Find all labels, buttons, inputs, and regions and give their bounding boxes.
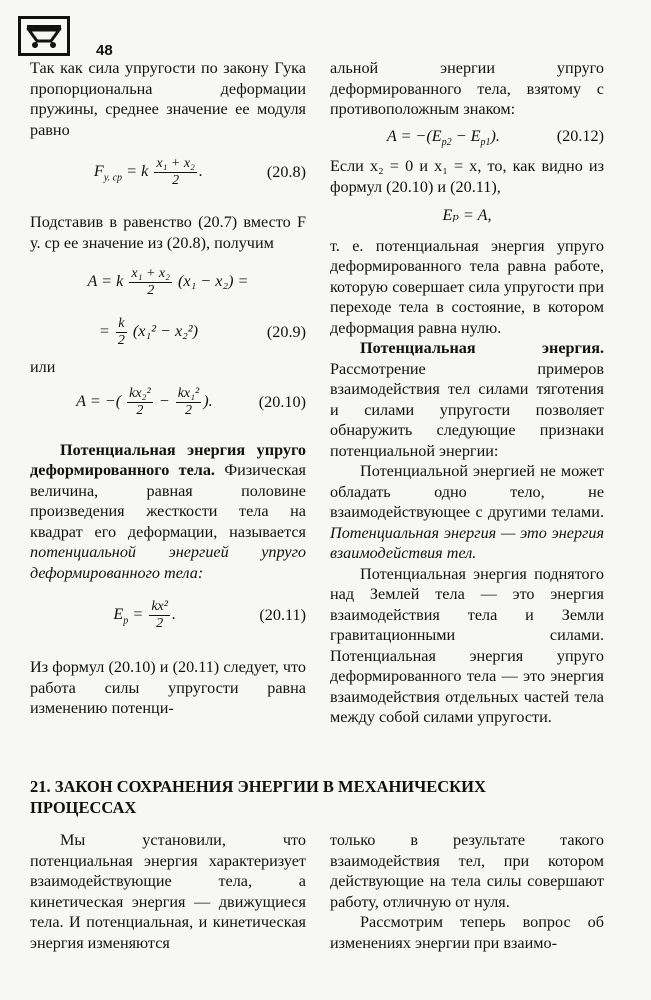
equation-number: (20.10) [258,393,306,412]
equation-20-8: $F_{у. ср} = k$ $\frac{\text{x₁ + x₂}}{2}$ . (20.8) [93,155,306,188]
paragraph: только в результате такого взаимодействия тел, при котором действующие на тела силы совершают работу, отличную от нуля. [330,831,604,911]
connector-word: или [30,358,56,376]
paragraph: Так как сила упругости по закону Гука пропорциональна деформации пружины, среднее значение ее модуля равно [30,59,306,139]
equation-20-10: A = −( $\frac{\text{kx₂²}}{2}$ − $\frac{\text{kx₁²}}{2}$ ). (20.10) [76,386,306,418]
paragraph: Потенциальной энергией не может обладать одно тело, не взаимодействующее с другими телами. Потенциальная энергия — это энергия взаимодействия тел. [330,462,604,562]
book-stand-icon [18,16,70,56]
paragraph: Мы установили, что потенциальная энергия характеризует взаимодействующие тела, а кинетическая энергия — движущиеся тела. И потенциальная, и кинетическая энергия изменяются [30,831,306,952]
paragraph: Подставив в равенство (20.7) вместо F у. ср ее значение из (20.8), получим [30,213,306,252]
left-column [30,58,306,719]
equation-number: (20.9) [266,322,306,341]
equation-20-12: $A = -(E_{p2} - E_{p1})$. (20.12) [386,126,604,148]
section-heading: 21. ЗАКОН СОХРАНЕНИЯ ЭНЕРГИИ В МЕХАНИЧЕСКИХ ПРОЦЕССАХ [30,777,486,817]
paragraph: Если x₂ = 0 и x₁ = x, то, как видно из формул (20.10) и (20.11), [330,157,604,196]
equation-20-11: $E_p$ = $\frac{\text{kx²}}{2}$ . (20.11) [113,598,306,631]
section-right-column [330,830,604,953]
equation-number: (20.12) [556,126,604,145]
paragraph: т. е. потенциальная энергия упруго деформированного тела равна работе, которую совершает сила упругости при переходе тела в состояние, в котором деформация равна нулю. [330,236,604,337]
section-left-column [30,830,306,953]
right-column [330,58,604,728]
paragraph: Потенциальная энергия поднятого над Землей тела — это энергия взаимодействия тела и Земли гравитационными силами. Потенциальная энергия упруго деформированного тела — это энергия взаимодействия отдельных частей тела между собой силами упругости. [330,564,604,726]
paragraph: Рассмотрим теперь вопрос об изменениях энергии при взаимо- [330,913,604,952]
equation-20-9-line1: A = k $\frac{\text{x₁ + x₂}}{2}$ (x₁ − x₂) = [87,265,249,298]
definition-paragraph: Потенциальная энергия упруго деформированного тела. Физическая величина, равная половине произведения жесткости тела на квадрат его деформации, называется потенциальной энергией упруго деформированного тела: [30,440,306,582]
paragraph: Из формул (20.10) и (20.11) следует, что работа силы упругости равна изменению потенци- [30,658,306,717]
paragraph: альной энергии упруго деформированного тела, взятому с противоположным знаком: [330,59,604,118]
equation-20-9-line2: = $\frac{k}{2}$ (x₁² − x₂²) (20.9) [98,315,306,348]
equation-number: (20.8) [266,162,306,181]
page-number: 48 [96,42,113,59]
equation-ep: Eₚ = A, [442,206,492,224]
equation-number: (20.11) [259,605,306,624]
paragraph: Потенциальная энергия. Рассмотрение примеров взаимодействия тел силами тяготения и силами упругости позволяет обнаружить следующие признаки потенциальной энергии: [330,339,604,460]
